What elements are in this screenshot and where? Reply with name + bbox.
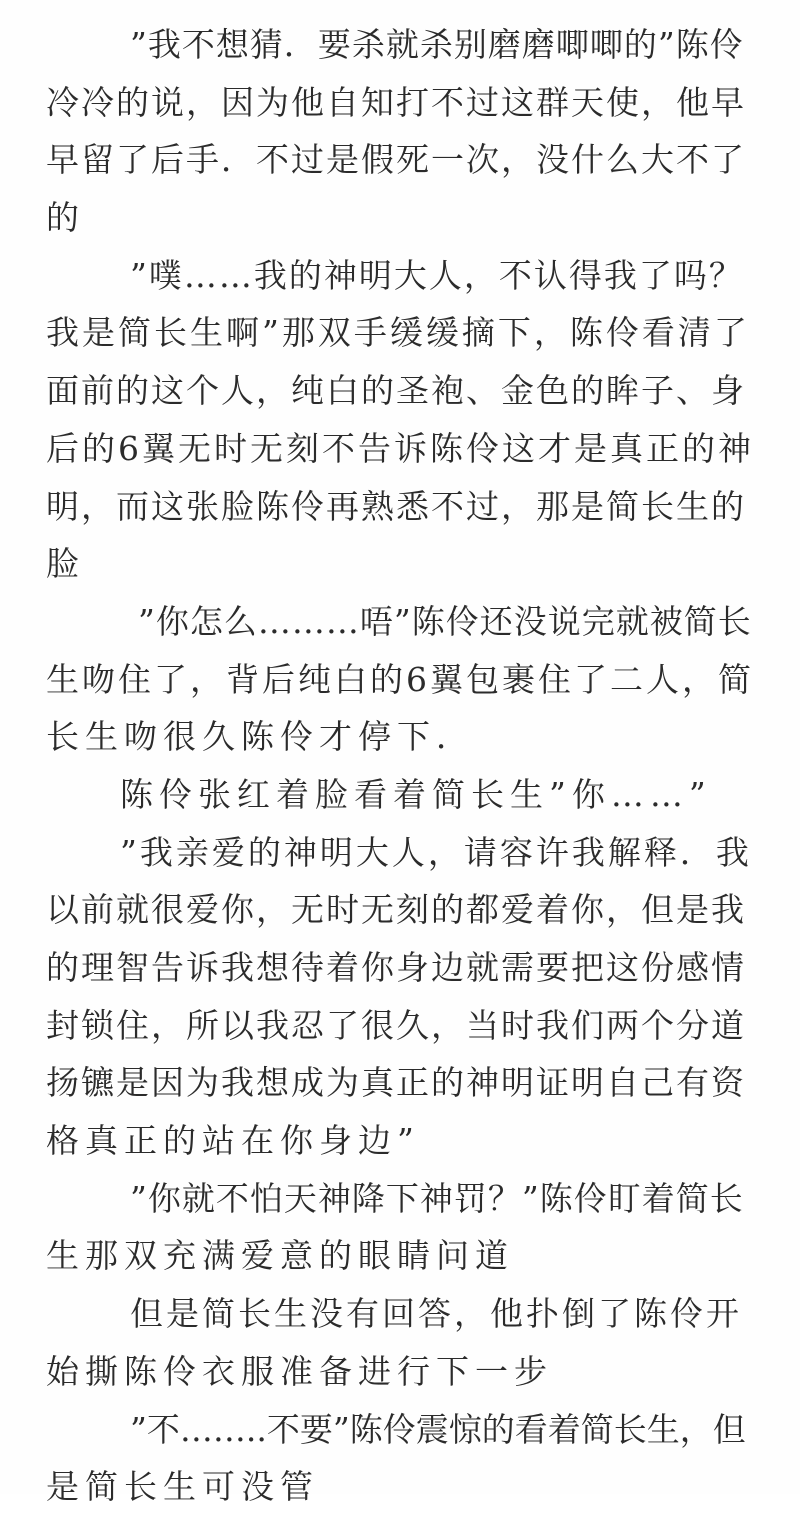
- text-line: 生那双充满爱意的眼睛问道: [46, 1236, 514, 1276]
- text-line: 是简长生可没管: [46, 1467, 319, 1507]
- text-line: 早留了后手．不过是假死一次，没什么大不了: [46, 140, 746, 180]
- text-line: 封锁住，所以我忍了很久，当时我们两个分道: [46, 1005, 746, 1045]
- text-line: 格真正的站在你身边”: [46, 1121, 420, 1161]
- text-line: 但是简长生没有回答，他扑倒了陈伶开: [130, 1294, 742, 1334]
- text-line: 以前就很爱你，无时无刻的都爱着你，但是我: [46, 890, 746, 930]
- story-text: [46, 16, 758, 1516]
- text-line: 扬镳是因为我想成为真正的神明证明自己有资: [46, 1063, 746, 1103]
- text-line: 后的6翼无时无刻不告诉陈伶这才是真正的神: [46, 428, 754, 468]
- text-line: 冷冷的说，因为他自知打不过这群天使，他早: [46, 82, 746, 122]
- text-line: 我是简长生啊”那双手缓缓摘下，陈伶看清了: [46, 313, 750, 353]
- text-line: 陈伶张红着脸看着简长生”你……”: [120, 774, 712, 814]
- text-line: 长生吻很久陈伶才停下．: [46, 717, 475, 757]
- text-line: 的: [46, 198, 85, 238]
- text-line: ”你就不怕天神降下神罚？”陈伶盯着简长: [130, 1178, 744, 1218]
- text-line: 脸: [46, 544, 85, 584]
- text-line: ”不……..不要”陈伶震惊的看着简长生，但: [130, 1409, 746, 1449]
- text-line: ”你怎么………唔”陈伶还没说完就被简长: [138, 601, 752, 641]
- text-line: 始撕陈伶衣服准备进行下一步: [46, 1351, 553, 1391]
- text-line: ”噗……我的神明大人，不认得我了吗？: [130, 255, 744, 295]
- text-line: 明，而这张脸陈伶再熟悉不过，那是简长生的: [46, 486, 746, 526]
- text-line: ”我不想猜．要杀就杀别磨磨唧唧的”陈伶: [130, 25, 744, 64]
- text-line: 生吻住了，背后纯白的6翼包裹住了二人，简: [46, 659, 754, 699]
- text-line: 面前的这个人，纯白的圣袍、金色的眸子、身: [46, 371, 746, 411]
- text-line: ”我亲爱的神明大人，请容许我解释．我: [120, 832, 752, 872]
- text-line: 的理智告诉我想待着你身边就需要把这份感情: [46, 948, 746, 987]
